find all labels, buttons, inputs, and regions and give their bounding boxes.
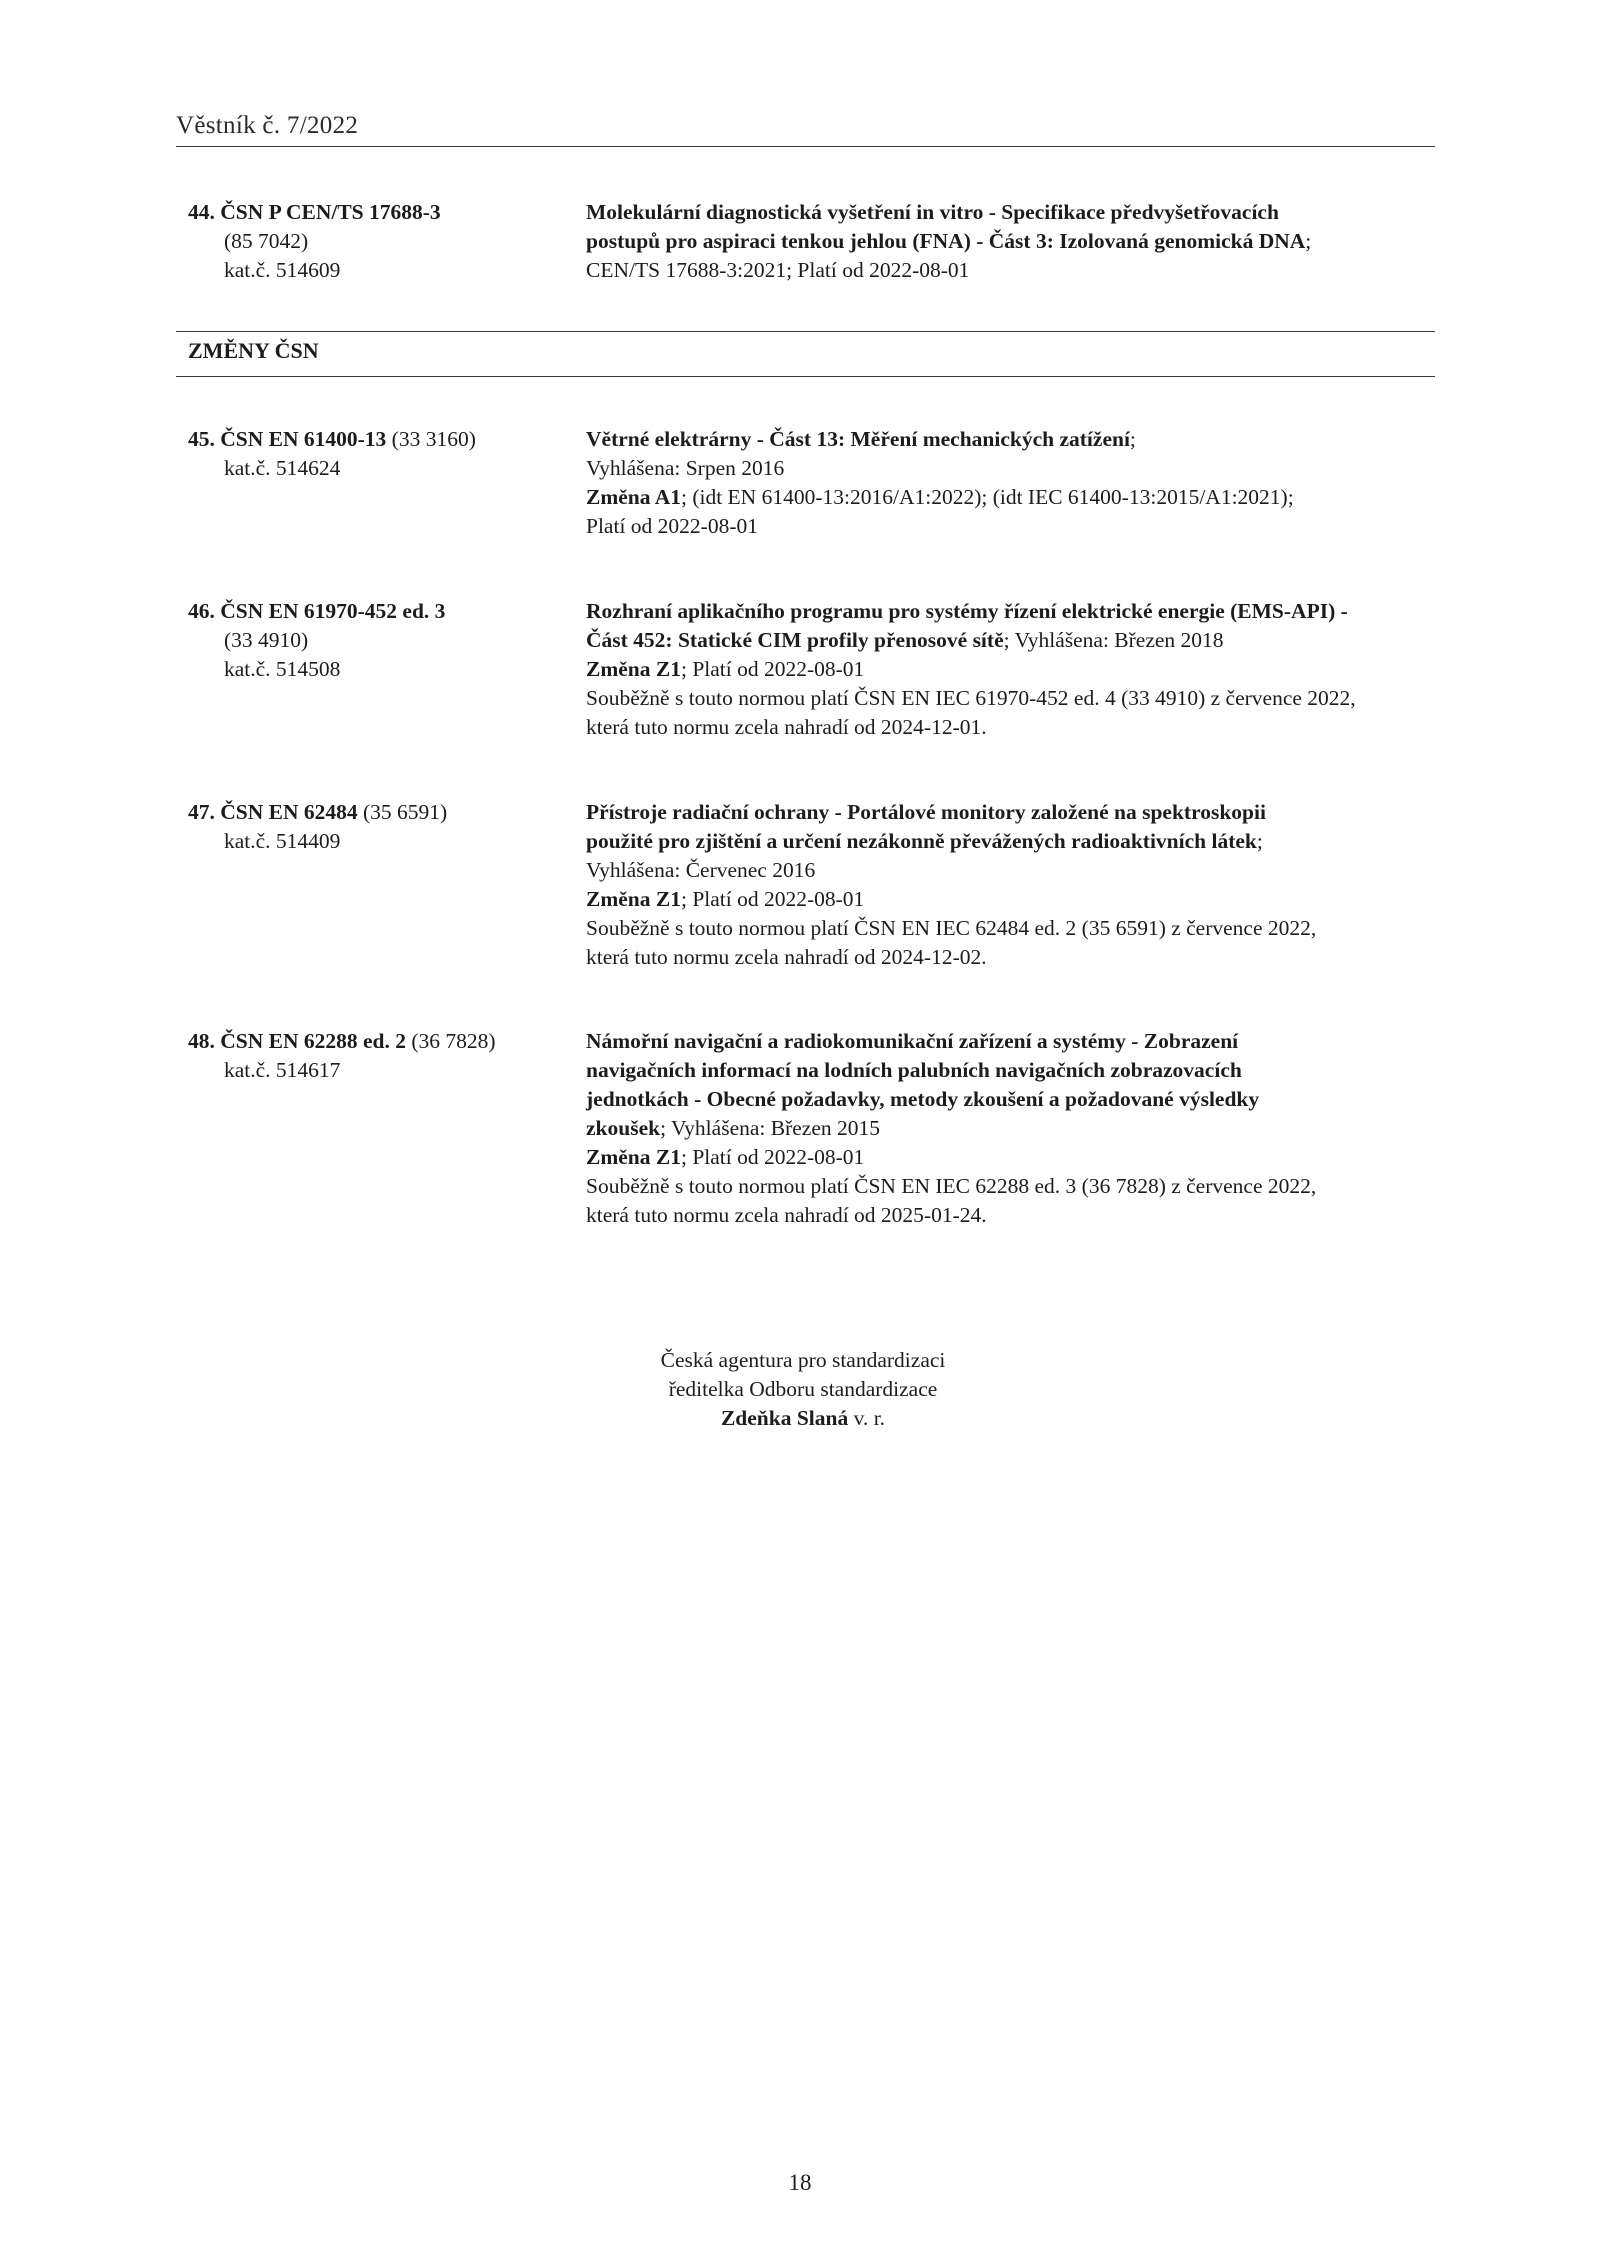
catalog-number: kat.č. 514609 [224, 258, 341, 282]
change-label: Změna Z1 [586, 887, 681, 911]
standard-title-line: Přístroje radiační ochrany - Portálové monitory založené na spektroskopii [586, 800, 1266, 824]
classification-code: (85 7042) [224, 229, 309, 253]
replacement-note: Souběžně s touto normou platí ČSN EN IEC 62288 ed. 3 (36 7828) z července 2022, [586, 1174, 1317, 1198]
entry-description [586, 425, 1446, 541]
entry-description [586, 198, 1446, 285]
replacement-note: která tuto normu zcela nahradí od 2025-01-24. [586, 1203, 987, 1227]
announced-date: Vyhlášena: Červenec 2016 [586, 858, 816, 882]
standard-number: 44. ČSN P CEN/TS 17688-3 [188, 200, 441, 224]
entry-description [586, 597, 1446, 742]
classification-code: (33 3160) [391, 427, 476, 451]
catalog-number: kat.č. 514508 [224, 657, 341, 681]
standard-number: 47. ČSN EN 62484 [188, 800, 358, 824]
entry-identifier [188, 1027, 568, 1085]
entry-identifier [188, 798, 568, 856]
catalog-number: kat.č. 514409 [224, 829, 341, 853]
classification-code: (33 4910) [224, 628, 309, 652]
valid-from: Platí od 2022-08-01 [586, 514, 758, 538]
replacement-note: která tuto normu zcela nahradí od 2024-12-01. [586, 715, 987, 739]
standard-title-line: Molekulární diagnostická vyšetření in vitro - Specifikace předvyšetřovacích [586, 200, 1279, 224]
signatory-suffix: v. r. [853, 1406, 886, 1430]
title-suffix: ; [1129, 427, 1136, 451]
standard-title-line: Větrné elektrárny - Část 13: Měření mechanických zatížení [586, 427, 1130, 451]
classification-code: (36 7828) [411, 1029, 496, 1053]
standard-number: 48. ČSN EN 62288 ed. 2 [188, 1029, 407, 1053]
standard-title-line: jednotkách - Obecné požadavky, metody zkoušení a požadované výsledky [586, 1087, 1260, 1111]
standard-title-line: použité pro zjištění a určení nezákonně převážených radioaktivních látek [586, 829, 1257, 853]
replacement-note: Souběžně s touto normou platí ČSN EN IEC 61970-452 ed. 4 (33 4910) z července 2022, [586, 686, 1356, 710]
announced-date: Vyhlášena: Srpen 2016 [586, 456, 785, 480]
section-title: ZMĚNY ČSN [188, 338, 319, 363]
title-suffix: ; Vyhlášena: Březen 2015 [660, 1116, 881, 1140]
entry-identifier [188, 597, 568, 684]
entry-identifier [188, 425, 568, 483]
standard-title-line: Rozhraní aplikačního programu pro systémy řízení elektrické energie (EMS-API) - [586, 599, 1348, 623]
standard-title-line: Část 452: Statické CIM profily přenosové sítě [586, 628, 1004, 652]
standard-title-line: zkoušek [586, 1116, 661, 1140]
standard-number: 46. ČSN EN 61970-452 ed. 3 [188, 599, 446, 623]
classification-code: (35 6591) [363, 800, 448, 824]
entry-identifier [188, 198, 568, 285]
header-rule [176, 146, 1435, 147]
standard-number: 45. ČSN EN 61400-13 [188, 427, 387, 451]
section-top-rule [176, 331, 1435, 332]
standard-info: CEN/TS 17688-3:2021; Platí od 2022-08-01 [586, 258, 970, 282]
standard-title-line: navigačních informací na lodních palubních navigačních zobrazovacích [586, 1058, 1242, 1082]
change-text: ; Platí od 2022-08-01 [680, 657, 865, 681]
replacement-note: Souběžně s touto normou platí ČSN EN IEC 62484 ed. 2 (35 6591) z července 2022, [586, 916, 1317, 940]
entry-description [586, 1027, 1446, 1230]
signature-block [0, 1346, 1600, 1433]
catalog-number: kat.č. 514624 [224, 456, 341, 480]
change-label: Změna A1 [586, 485, 681, 509]
change-label: Změna Z1 [586, 657, 681, 681]
replacement-note: která tuto normu zcela nahradí od 2024-12-02. [586, 945, 987, 969]
page-number: 18 [788, 2170, 812, 2195]
signatory-role: ředitelka Odboru standardizace [668, 1377, 938, 1401]
change-text: ; Platí od 2022-08-01 [680, 1145, 865, 1169]
section-bottom-rule [176, 376, 1435, 377]
title-suffix: ; [1305, 229, 1312, 253]
change-text: ; Platí od 2022-08-01 [680, 887, 865, 911]
title-suffix: ; [1256, 829, 1263, 853]
agency-name: Česká agentura pro standardizaci [660, 1348, 946, 1372]
title-suffix: ; Vyhlášena: Březen 2018 [1003, 628, 1224, 652]
bulletin-header-title: Věstník č. 7/2022 [176, 112, 359, 139]
entry-description [586, 798, 1446, 972]
change-label: Změna Z1 [586, 1145, 681, 1169]
standard-title-line: Námořní navigační a radiokomunikační zařízení a systémy - Zobrazení [586, 1029, 1239, 1053]
signatory-name: Zdeňka Slaná [720, 1406, 849, 1430]
catalog-number: kat.č. 514617 [224, 1058, 341, 1082]
standard-title-line: postupů pro aspiraci tenkou jehlou (FNA) - Část 3: Izolovaná genomická DNA [586, 229, 1306, 253]
change-text: ; (idt EN 61400-13:2016/A1:2022); (idt IEC 61400-13:2015/A1:2021); [680, 485, 1294, 509]
